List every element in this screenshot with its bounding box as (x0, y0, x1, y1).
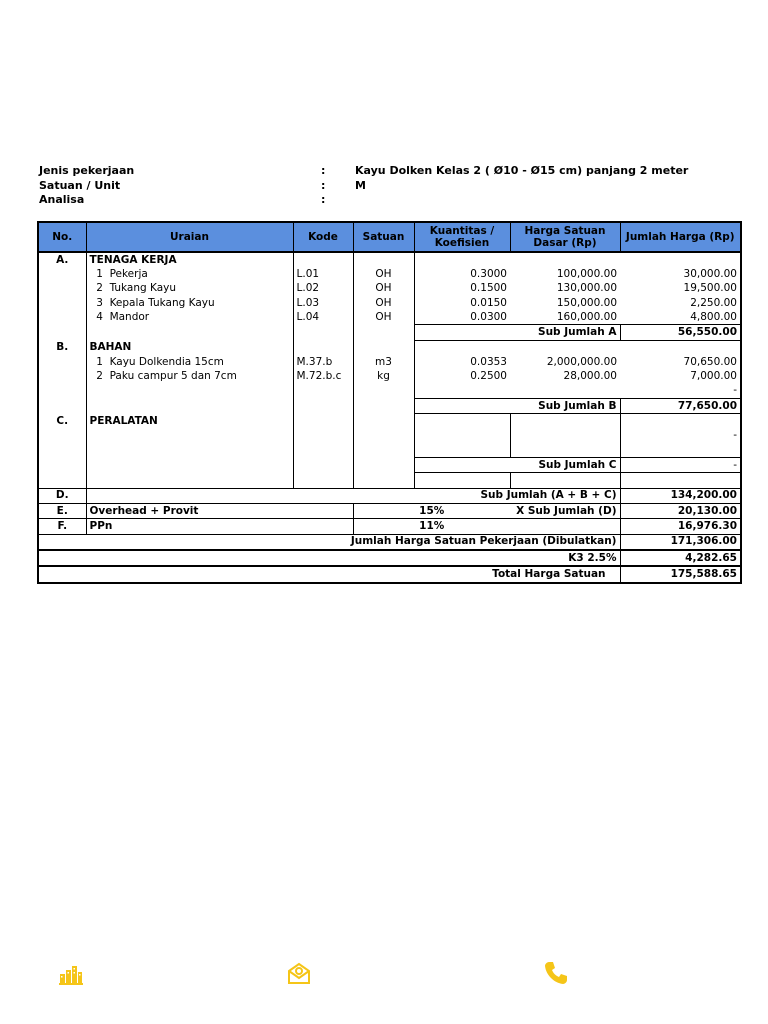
col-no: No. (38, 222, 86, 252)
email-icon[interactable] (286, 960, 312, 986)
section-row (38, 340, 741, 355)
row-no: D. (38, 488, 86, 503)
item-kode: L.01 (293, 267, 353, 281)
item-name: 3 Kepala Tukang Kayu (86, 296, 293, 310)
item-jumlah: 7,000.00 (620, 369, 741, 383)
item-koef: 0.3000 (470, 267, 507, 280)
building-icon[interactable] (58, 960, 84, 986)
item-jumlah: 2,250.00 (620, 296, 741, 310)
row-f (38, 519, 741, 534)
row-no: F. (38, 519, 86, 534)
col-satuan: Satuan (353, 222, 414, 252)
item-harga: 2,000,000.00 (546, 355, 617, 368)
table-header-row (38, 222, 741, 252)
item-kode: L.02 (293, 282, 353, 296)
item-name: 2 Paku campur 5 dan 7cm (86, 369, 293, 383)
item-name: 2 Tukang Kayu (86, 282, 293, 296)
item-jumlah: 19,500.00 (620, 282, 741, 296)
item-koef: 0.0300 (470, 310, 507, 323)
item-kode: L.03 (293, 296, 353, 310)
col-jumlah-harga: Jumlah Harga (Rp) (620, 222, 741, 252)
col-koefisien: Kuantitas / Koefisien (414, 222, 510, 252)
item-satuan: m3 (353, 355, 414, 369)
item-kode: M.37.b (293, 355, 353, 369)
item-name: 4 Mandor (86, 310, 293, 325)
table-row (38, 384, 741, 399)
total-label: Jumlah Harga Satuan Pekerjaan (Dibulatkan) (38, 534, 620, 550)
row-e (38, 504, 741, 519)
item-harga: 130,000.00 (556, 282, 617, 295)
subtotal-label: Sub Jumlah A (414, 325, 620, 340)
subtotal-label: Sub Jumlah C (414, 458, 620, 473)
dash-value: - (620, 429, 741, 443)
col-uraian: Uraian (86, 222, 293, 252)
table-row (38, 355, 741, 369)
jenis-label: Jenis pekerjaan (39, 164, 135, 177)
colon: : (321, 164, 326, 177)
item-harga: 100,000.00 (556, 267, 617, 280)
grand-total-label: Total Harga Satuan (414, 566, 620, 582)
item-satuan: OH (353, 310, 414, 325)
row-value: 134,200.00 (620, 488, 741, 503)
item-jumlah: 30,000.00 (620, 267, 741, 281)
item-kode: M.72.b.c (293, 369, 353, 383)
row-d (38, 488, 741, 503)
grand-total-row (38, 566, 741, 582)
row-label: Sub Jumlah (A + B + C) (86, 488, 620, 503)
k3-row (38, 550, 741, 566)
row-label: PPn (86, 519, 353, 534)
item-name: 1 Kayu Dolkendia 15cm (86, 355, 293, 369)
section-no: C. (38, 414, 86, 429)
item-koef: 0.2500 (470, 370, 507, 383)
item-name: 1 Pekerja (86, 267, 293, 281)
table-row (38, 310, 741, 325)
row-no: E. (38, 504, 86, 519)
item-koef: 0.1500 (470, 282, 507, 295)
item-harga: 160,000.00 (556, 310, 617, 323)
subtotal-value: 56,550.00 (620, 325, 741, 340)
spacer-row (38, 473, 741, 488)
item-koef: 0.0150 (470, 296, 507, 309)
subtotal-row (38, 458, 741, 473)
item-kode: L.04 (293, 310, 353, 325)
total-row (38, 534, 741, 550)
subtotal-row (38, 398, 741, 413)
table-row (38, 443, 741, 458)
col-kode: Kode (293, 222, 353, 252)
row-percent: 15% (353, 504, 510, 519)
jenis-value: Kayu Dolken Kelas 2 ( Ø10 - Ø15 cm) panjang 2 meter (355, 164, 689, 177)
item-koef: 0.0353 (470, 355, 507, 368)
row-value: 20,130.00 (620, 504, 741, 519)
item-satuan: OH (353, 282, 414, 296)
k3-label: K3 2.5% (414, 550, 620, 566)
row-percent: 11% (353, 519, 510, 534)
dash-value: - (620, 384, 741, 399)
col-harga-dasar: Harga Satuan Dasar (Rp) (510, 222, 620, 252)
satuan-value: M (355, 178, 366, 192)
section-row (38, 414, 741, 429)
rab-table (37, 221, 742, 584)
grand-total-value: 175,588.65 (620, 566, 741, 582)
subtotal-value: 77,650.00 (620, 398, 741, 413)
item-satuan: kg (353, 369, 414, 383)
section-row (38, 252, 741, 267)
section-title: PERALATAN (86, 414, 293, 429)
table-row (38, 369, 741, 383)
table-row (38, 282, 741, 296)
subtotal-value: - (620, 458, 741, 473)
total-value: 171,306.00 (620, 534, 741, 550)
section-title: BAHAN (86, 340, 293, 355)
phone-icon[interactable] (543, 960, 569, 986)
table-row (38, 267, 741, 281)
row-label: Overhead + Provit (86, 504, 353, 519)
item-harga: 150,000.00 (556, 296, 617, 309)
subtotal-label: Sub Jumlah B (414, 398, 620, 413)
item-jumlah: 4,800.00 (620, 310, 741, 325)
row-label-2: X Sub Jumlah (D) (510, 504, 620, 519)
item-satuan: OH (353, 296, 414, 310)
item-jumlah: 70,650.00 (620, 355, 741, 369)
k3-value: 4,282.65 (620, 550, 741, 566)
item-satuan: OH (353, 267, 414, 281)
section-no: B. (38, 340, 86, 355)
table-row (38, 296, 741, 310)
table-row (38, 429, 741, 443)
subtotal-row (38, 325, 741, 340)
colon: : (321, 178, 326, 192)
item-harga: 28,000.00 (563, 370, 617, 383)
analisa-label: Analisa (39, 193, 85, 206)
section-title: TENAGA KERJA (86, 252, 293, 267)
section-no: A. (38, 252, 86, 267)
row-value: 16,976.30 (620, 519, 741, 534)
satuan-label: Satuan / Unit (39, 178, 121, 192)
colon: : (321, 193, 326, 206)
